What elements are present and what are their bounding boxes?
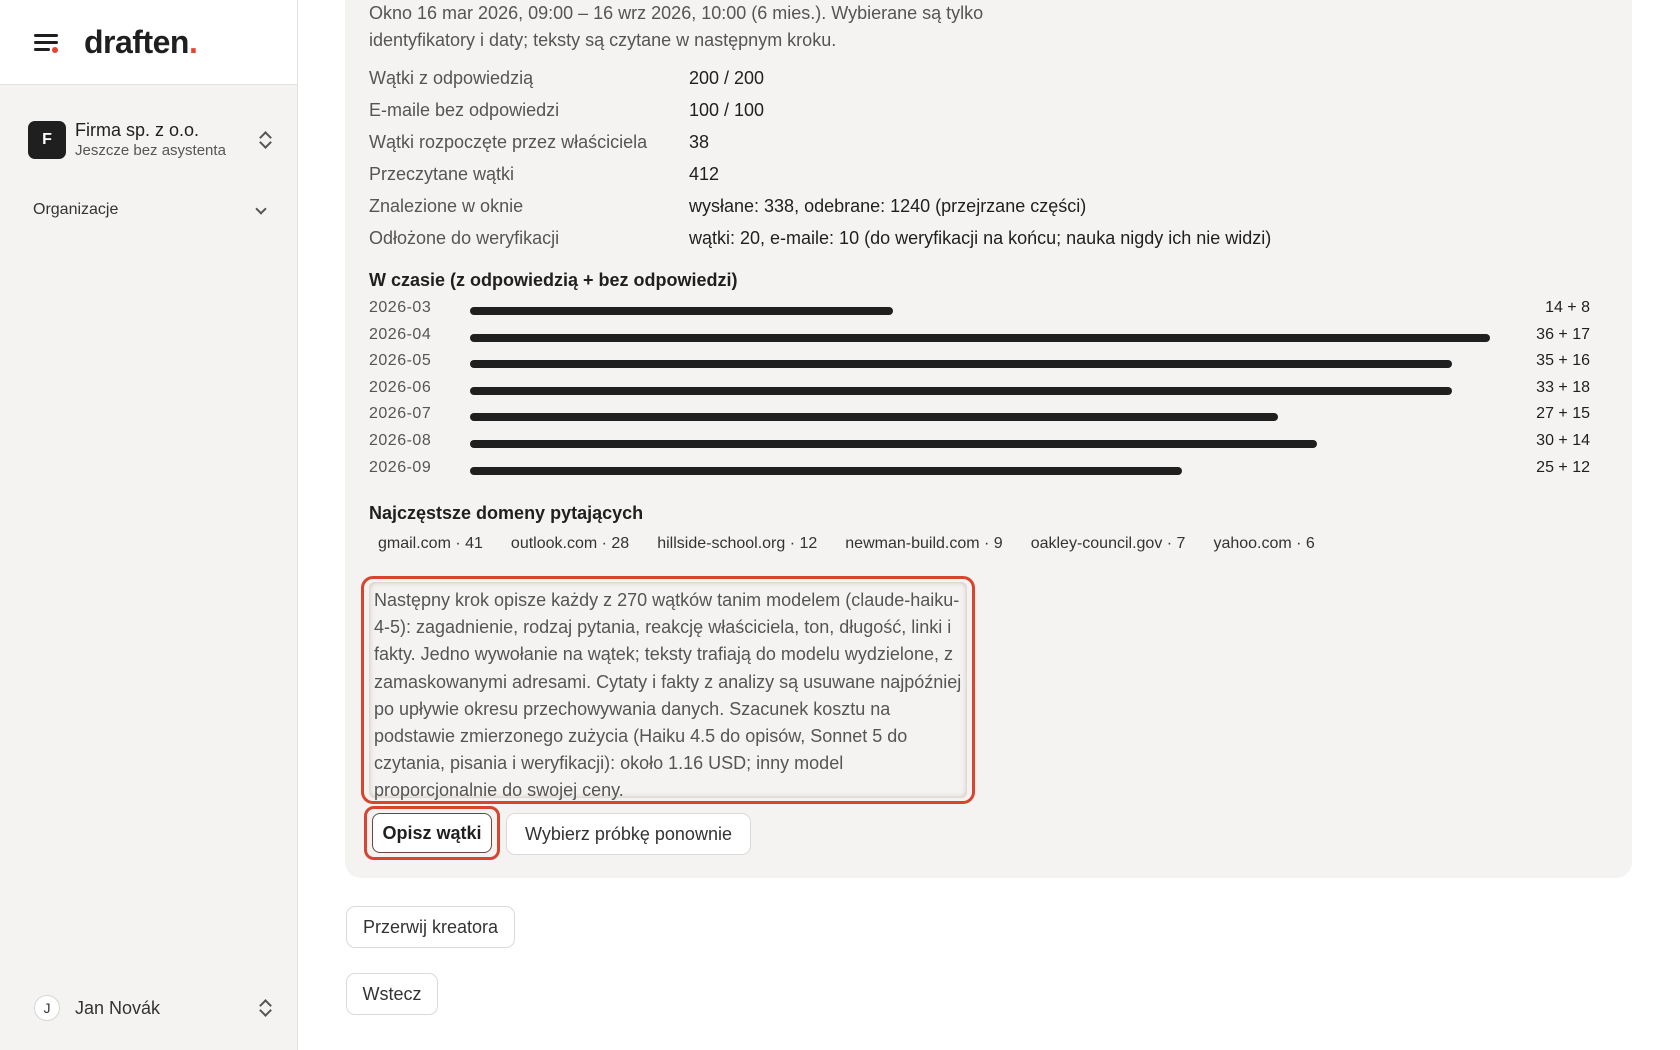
back-button[interactable]: Wstecz	[346, 973, 438, 1015]
domain-item[interactable]: yahoo.com · 6	[1213, 535, 1315, 552]
chart-category-label: 2026-08	[369, 432, 432, 449]
stat-row	[369, 158, 1271, 190]
avatar: J	[34, 995, 60, 1021]
org-avatar: F	[28, 121, 66, 159]
chart-bar	[470, 467, 1182, 475]
sidebar-item-label: Organizacje	[33, 201, 119, 218]
stat-row	[369, 62, 1271, 94]
chart-value-label: 33 + 18	[1536, 378, 1590, 396]
chart-category-label: 2026-04	[369, 325, 432, 343]
org-name: Firma sp. z o.o.	[75, 120, 200, 140]
domains-list	[378, 535, 1315, 553]
stat-value: 100 / 100	[689, 99, 765, 120]
chart-bar-row	[369, 403, 1629, 429]
stat-value: wysłane: 338, odebrane: 1240 (przejrzane części)	[689, 195, 1087, 216]
chart-category-label: 2026-09	[369, 458, 432, 476]
sidebar-header	[0, 0, 297, 85]
stat-value: 38	[689, 131, 710, 152]
chart-category-label: 2026-03	[369, 299, 432, 316]
domain-item[interactable]: oakley-council.gov · 7	[1030, 535, 1186, 552]
chart-value-label: 30 + 14	[1536, 432, 1590, 449]
abort-wizard-button[interactable]: Przerwij kreatora	[346, 906, 515, 948]
stat-label: E-maile bez odpowiedzi	[369, 99, 560, 120]
logo[interactable]: draften.	[84, 23, 198, 60]
domain-item[interactable]: outlook.com · 28	[510, 535, 630, 552]
chart-value-label: 36 + 17	[1536, 325, 1590, 343]
chart-bar-row	[369, 324, 1629, 350]
chart-value-label: 27 + 15	[1536, 405, 1590, 423]
chevron-up-down-icon	[258, 129, 272, 151]
domain-item[interactable]: gmail.com · 41	[378, 535, 483, 552]
monthly-bar-chart	[369, 297, 1629, 482]
chart-bar	[470, 360, 1452, 368]
chart-value-label: 35 + 16	[1536, 352, 1590, 370]
sidebar	[0, 0, 298, 1050]
main-content	[298, 0, 1680, 1050]
chart-category-label: 2026-06	[369, 378, 432, 396]
stat-value: wątki: 20, e-maile: 10 (do weryfikacji na końcu; nauka nigdy ich nie widzi)	[689, 227, 1272, 248]
chart-bar	[470, 387, 1452, 395]
domain-item[interactable]: hillside-school.org · 12	[657, 535, 818, 552]
stat-row	[369, 222, 1271, 254]
user-name: Jan Novák	[75, 997, 161, 1018]
domains-title: Najczęstsze domeny pytających	[369, 503, 644, 523]
window-description: Okno 16 mar 2026, 09:00 – 16 wrz 2026, 10:00 (6 mies.). Wybierane są tylko identyfikatory i daty; teksty są czytane w następnym kroku.	[369, 3, 984, 50]
chart-value-label: 14 + 8	[1545, 299, 1590, 316]
org-switcher[interactable]	[28, 118, 272, 162]
resample-button[interactable]: Wybierz próbkę ponownie	[506, 813, 751, 855]
chart-bar	[470, 413, 1278, 421]
chart-bar	[470, 334, 1490, 342]
stat-label: Przeczytane wątki	[369, 163, 515, 184]
describe-threads-button[interactable]: Opisz wątki	[372, 813, 492, 853]
chart-category-label: 2026-05	[369, 352, 432, 370]
stat-label: Wątki z odpowiedzią	[369, 67, 534, 88]
stat-value: 200 / 200	[689, 67, 765, 88]
chart-bar-row	[369, 297, 1629, 323]
user-switcher[interactable]	[34, 993, 272, 1023]
menu-icon[interactable]	[32, 31, 60, 53]
next-step-info	[361, 576, 975, 804]
chart-bar-row	[369, 350, 1629, 376]
chevron-down-icon	[255, 205, 265, 215]
stat-row	[369, 94, 1271, 126]
stat-row	[369, 190, 1271, 222]
stat-label: Znalezione w oknie	[369, 195, 524, 216]
org-subtitle: Jeszcze bez asystenta	[75, 142, 226, 159]
stats-list	[369, 62, 1271, 254]
chart-bar	[470, 307, 893, 315]
chart-value-label: 25 + 12	[1536, 458, 1590, 476]
stat-label: Odłożone do weryfikacji	[369, 227, 560, 248]
chart-bar-row	[369, 377, 1629, 403]
chart-category-label: 2026-07	[369, 405, 432, 423]
chevron-up-down-icon	[258, 997, 272, 1019]
domain-item[interactable]: newman-build.com · 9	[845, 535, 1003, 552]
stat-value: 412	[689, 163, 720, 184]
next-step-text: Następny krok opisze każdy z 270 wątków tanim modelem (claude-haiku-4-5): zagadnienie, rodzaj pytania, reakcję właściciela, ton, długość, linki i fakty. Jedno wywołanie na wątek; teksty trafiają do modelu wydzielone, z zamaskowanymi adresami. Cytaty i fakty z analizy są usuwane najpóźniej po upływie okresu przechowywania danych. Szacunek kosztu na podstawie zmierzonego zużycia (Haiku 4.5 do opisów, Sonnet 5 do czytania, pisania i weryfikacji): około 1.16 USD; inny model proporcjonalnie do swojej ceny.	[369, 582, 967, 798]
chart-bar-row	[369, 430, 1629, 456]
describe-button-highlight	[364, 806, 500, 860]
stat-row	[369, 126, 1271, 158]
chart-bar	[470, 440, 1317, 448]
chart-bar-row	[369, 457, 1629, 483]
chart-title: W czasie (z odpowiedzią + bez odpowiedzi)	[369, 270, 738, 290]
stat-label: Wątki rozpoczęte przez właściciela	[369, 131, 648, 152]
sidebar-item-organizations[interactable]	[33, 198, 265, 222]
